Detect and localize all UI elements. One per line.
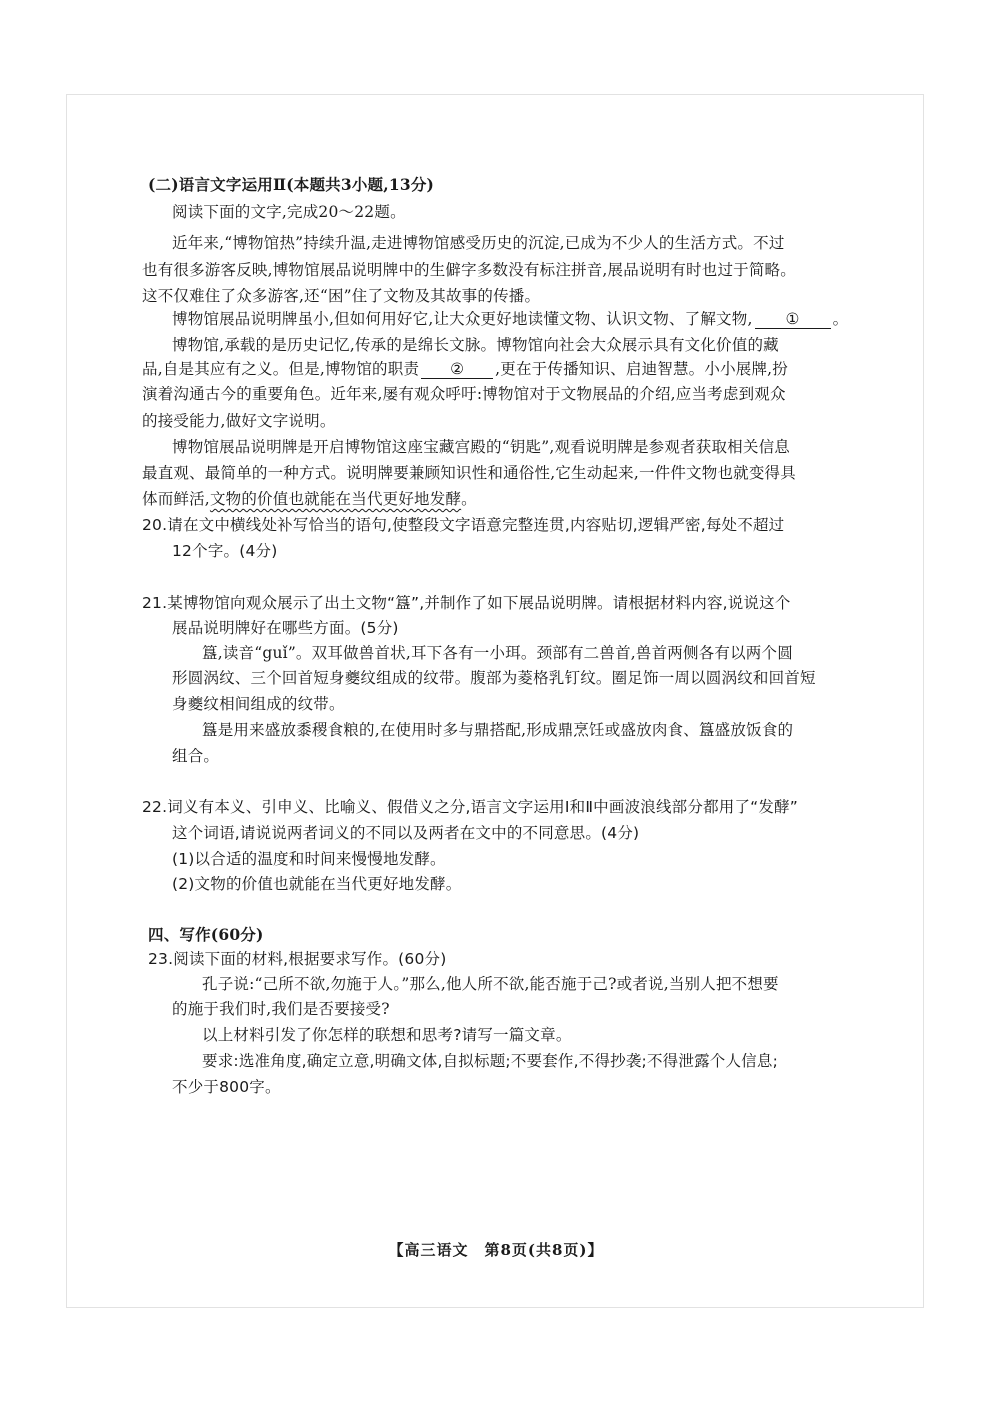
passage-p4-line3: [142, 488, 477, 510]
passage-p4-end: 。: [461, 490, 477, 508]
wavy-underlined-phrase: 文物的价值也就能在当代更好地发酵: [209, 490, 462, 508]
passage-p4-plain: 体而鲜活,: [142, 490, 210, 508]
section-heading-language-use-2: (二)语言文字运用Ⅱ(本题共3小题,13分): [148, 175, 435, 194]
passage-p4-line2: 最直观、最简单的一种方式。说明牌要兼顾知识性和通俗性,它生动起来,一件件文物也就变得具: [142, 464, 796, 482]
question-20-line1: 20.请在文中横线处补写恰当的语句,使整段文字语意完整连贯,内容贴切,逻辑严密,每处不超过: [142, 516, 785, 534]
writing-material-line1: 孔子说:“己所不欲,勿施于人。”那么,他人所不欲,能否施于己?或者说,当别人把不想要: [202, 975, 779, 993]
passage-p3-line2: [142, 358, 788, 380]
writing-requirements-line1: 要求:选准角度,确定立意,明确文体,自拟标题;不要套作,不得抄袭;不得泄露个人信息;: [202, 1052, 778, 1070]
passage-p1-line2: 也有很多游客反映,博物馆展品说明牌中的生僻字多数没有标注拼音,展品说明有时也过于简略。: [142, 261, 796, 279]
question-22-item2: (2)文物的价值也就能在当代更好地发酵。: [172, 875, 462, 893]
question-22-line2: 这个词语,请说说两者词义的不同以及两者在文中的不同意思。(4分): [172, 824, 640, 842]
passage-p2-text: 博物馆展品说明牌虽小,但如何用好它,让大众更好地读懂文物、认识文物、了解文物,: [172, 310, 753, 328]
material-gui-line2: 形圆涡纹、三个回首短身夔纹组成的纹带。腹部为菱格乳钉纹。圈足饰一周以圆涡纹和回首短: [172, 669, 816, 687]
material-gui-line5: 组合。: [172, 747, 220, 765]
question-22-line1: 22.词义有本义、引申义、比喻义、假借义之分,语言文字运用Ⅰ和Ⅱ中画波浪线部分都用了“发酵”: [142, 798, 799, 816]
question-23-line1: 23.阅读下面的材料,根据要求写作。(60分): [148, 950, 447, 968]
writing-material-line3: 以上材料引发了你怎样的联想和思考?请写一篇文章。: [202, 1026, 572, 1044]
passage-p2-end: 。: [832, 310, 849, 328]
passage-p3-text-after: ,更在于传播知识、启迪智慧。小小展牌,扮: [495, 360, 789, 378]
material-gui-line3: 身夔纹相间组成的纹带。: [172, 695, 345, 713]
question-21-line1: 21.某博物馆向观众展示了出土文物“簋”,并制作了如下展品说明牌。请根据材料内容,说说这个: [142, 594, 791, 612]
question-22-item1: (1)以合适的温度和时间来慢慢地发酵。: [172, 850, 446, 868]
passage-p3-line4: 的接受能力,做好文字说明。: [142, 412, 336, 430]
writing-material-line2: 的施于我们时,我们是否要接受?: [172, 1000, 390, 1018]
passage-p1-line1: 近年来,“博物馆热”持续升温,走进博物馆感受历史的沉淀,已成为不少人的生活方式。不过: [172, 234, 785, 252]
blank-2: ②: [421, 360, 493, 379]
question-21-line2: 展品说明牌好在哪些方面。(5分): [172, 619, 399, 637]
section-heading-writing: 四、写作(60分): [148, 925, 264, 944]
passage-p4-line1: 博物馆展品说明牌是开启博物馆这座宝藏宫殿的“钥匙”,观看说明牌是参观者获取相关信息: [172, 438, 790, 456]
passage-p3-line1: 博物馆,承载的是历史记忆,传承的是绵长文脉。博物馆向社会大众展示具有文化价值的藏: [172, 336, 779, 354]
question-20-line2: 12个字。(4分): [172, 542, 278, 560]
writing-requirements-line2: 不少于800字。: [172, 1078, 281, 1096]
reading-instruction: 阅读下面的文字,完成20～22题。: [172, 203, 406, 221]
passage-p3-text: 品,自是其应有之义。但是,博物馆的职责: [142, 360, 420, 378]
passage-p3-line3: 演着沟通古今的重要角色。近年来,屡有观众呼吁:博物馆对于文物展品的介绍,应当考虑到观众: [142, 385, 786, 403]
blank-1: ①: [755, 310, 831, 329]
page-footer: 【高三语文 第8页(共8页)】: [388, 1241, 604, 1259]
material-gui-line4: 簋是用来盛放黍稷食粮的,在使用时多与鼎搭配,形成鼎烹饪或盛放肉食、簋盛放饭食的: [202, 721, 794, 739]
material-gui-line1: 簋,读音“guǐ”。双耳做兽首状,耳下各有一小珥。颈部有二兽首,兽首两侧各有以两个圆: [202, 644, 793, 662]
passage-p1-line3: 这不仅难住了众多游客,还“困”住了文物及其故事的传播。: [142, 287, 541, 305]
passage-p2-line1: [172, 308, 848, 330]
